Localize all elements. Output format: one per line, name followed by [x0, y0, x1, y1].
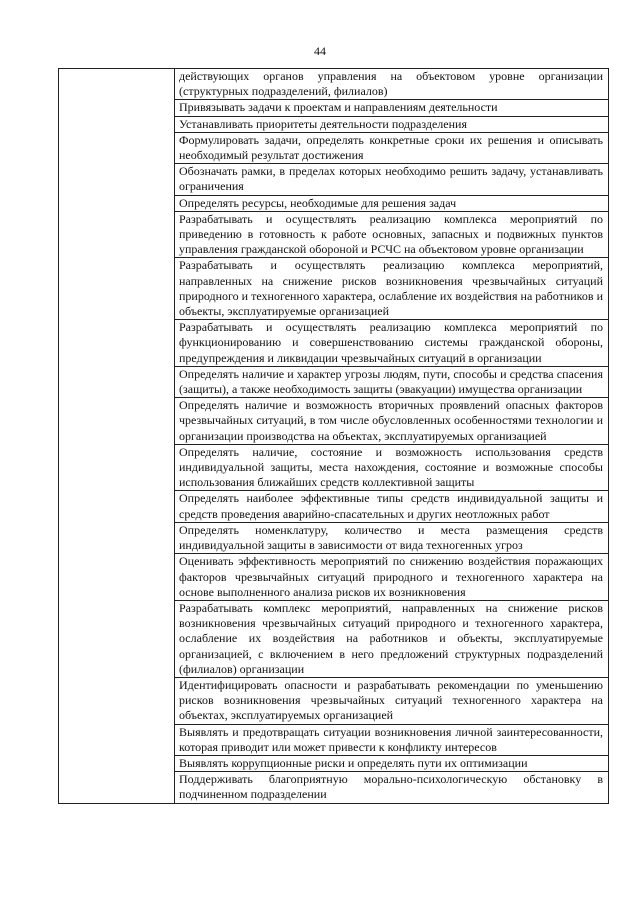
duty-text: Определять наличие и возможность вторичных проявлений опасных факторов чрезвычайных ситуаций, в том числе обусловленных особенностями технологии и организации производства на объектах, эксплуатируемых организацией: [179, 398, 603, 443]
duty-text: Определять наиболее эффективные типы средств индивидуальной защиты и средств проведения аварийно-спасательных и других неотложных работ: [179, 491, 603, 521]
duty-cell: [175, 100, 609, 116]
duty-text: Определять наличие и характер угрозы людям, пути, способы и средства спасения (защиты), а также необходимость защиты (эвакуации) имущества организации: [179, 366, 603, 397]
duty-cell: [175, 320, 609, 367]
table-row: [175, 164, 609, 195]
duty-text: Разрабатывать и осуществлять реализацию комплекса мероприятий, направленных на снижение рисков возникновения чрезвычайных ситуаций природного и техногенного характера, ослабление их воздействия на работников и объекты, эксплуатируемые организацией: [179, 258, 603, 319]
table-row: [175, 755, 609, 771]
table-row: [175, 600, 609, 677]
duty-cell: [175, 211, 609, 258]
duty-cell: [175, 522, 609, 553]
duty-cell: [175, 366, 609, 397]
duty-text: Разрабатывать и осуществлять реализацию комплекса мероприятий по функционированию и совершенствованию системы гражданской обороны, предупреждения и ликвидации чрезвычайных ситуаций в организации: [179, 320, 603, 365]
duty-text: Выявлять коррупционные риски и определять пути их оптимизации: [179, 755, 528, 770]
duty-text: Оценивать эффективность мероприятий по снижению воздействия поражающих факторов чрезвычайных ситуаций природного и техногенного характера на основе выполненного анализа рисков их возникновения: [179, 554, 603, 599]
table-row: [175, 211, 609, 258]
duty-text: действующих органов управления на объектовом уровне организации (структурных подразделений, филиалов): [179, 69, 603, 99]
duty-cell: [175, 398, 609, 445]
page-number: 44: [314, 44, 326, 58]
duty-text: Разрабатывать комплекс мероприятий, направленных на снижение рисков возникновения чрезвычайных ситуаций природного и техногенного характера, ослабление их воздействия на работников и объекты, эксплуатируемые организацией, с включением в него предложений структурных подразделений (филиалов) организации: [179, 600, 603, 676]
table-row: [175, 522, 609, 553]
duty-text: Определять номенклатуру, количество и места размещения средств индивидуальной защиты в зависимости от вида техногенных угроз: [179, 522, 603, 553]
duty-cell: [175, 491, 609, 522]
table-row: [175, 772, 609, 803]
table-row: [175, 258, 609, 320]
table-row: [175, 554, 609, 601]
duties-table: [174, 68, 609, 804]
table-row: [175, 398, 609, 445]
duty-cell: [175, 755, 609, 771]
left-column-cell: [58, 68, 175, 804]
duty-cell: [175, 554, 609, 601]
duty-text: Поддерживать благоприятную морально-психологическую обстановку в подчиненном подразделении: [179, 772, 603, 802]
table-row: [175, 320, 609, 367]
table-row: [175, 69, 609, 100]
duty-cell: [175, 444, 609, 491]
table-row: [175, 491, 609, 522]
duty-text: Обозначать рамки, в пределах которых необходимо решить задачу, устанавливать ограничения: [179, 164, 603, 194]
table-row: [175, 132, 609, 163]
duty-cell: [175, 69, 609, 100]
table-row: [175, 677, 609, 724]
table-row: [175, 100, 609, 116]
table-row: [175, 195, 609, 211]
duty-text: Определять ресурсы, необходимые для решения задач: [179, 195, 457, 210]
duty-cell: [175, 116, 609, 132]
table-row: [175, 444, 609, 491]
table-row: [175, 724, 609, 755]
duty-text: Привязывать задачи к проектам и направлениям деятельности: [179, 100, 498, 115]
duty-cell: [175, 772, 609, 803]
duty-cell: [175, 164, 609, 195]
duty-text: Формулировать задачи, определять конкретные сроки их решения и описывать необходимый результат достижения: [179, 132, 603, 163]
duty-text: Идентифицировать опасности и разрабатывать рекомендации по уменьшению рисков возникновения чрезвычайных ситуаций техногенного характера на объектах, эксплуатируемых организацией: [179, 677, 603, 723]
duty-cell: [175, 600, 609, 677]
table-row: [175, 366, 609, 397]
duty-text: Определять наличие, состояние и возможность использования средств индивидуальной защиты, места нахождения, состояние и возможные способы использования ближайших средств коллективной защиты: [179, 444, 603, 490]
duty-cell: [175, 677, 609, 724]
duty-text: Выявлять и предотвращать ситуации возникновения личной заинтересованности, которая приводит или может привести к конфликту интересов: [179, 724, 603, 754]
duty-cell: [175, 195, 609, 211]
duty-text: Разрабатывать и осуществлять реализацию комплекса мероприятий по приведению в готовность к работе основных, запасных и подвижных пунктов управления гражданской обороной и РСЧС на объектовом уровне организации: [179, 211, 603, 257]
duty-cell: [175, 258, 609, 320]
table-row: [175, 116, 609, 132]
duty-text: Устанавливать приоритеты деятельности подразделения: [179, 116, 467, 131]
duty-cell: [175, 132, 609, 163]
duty-cell: [175, 724, 609, 755]
